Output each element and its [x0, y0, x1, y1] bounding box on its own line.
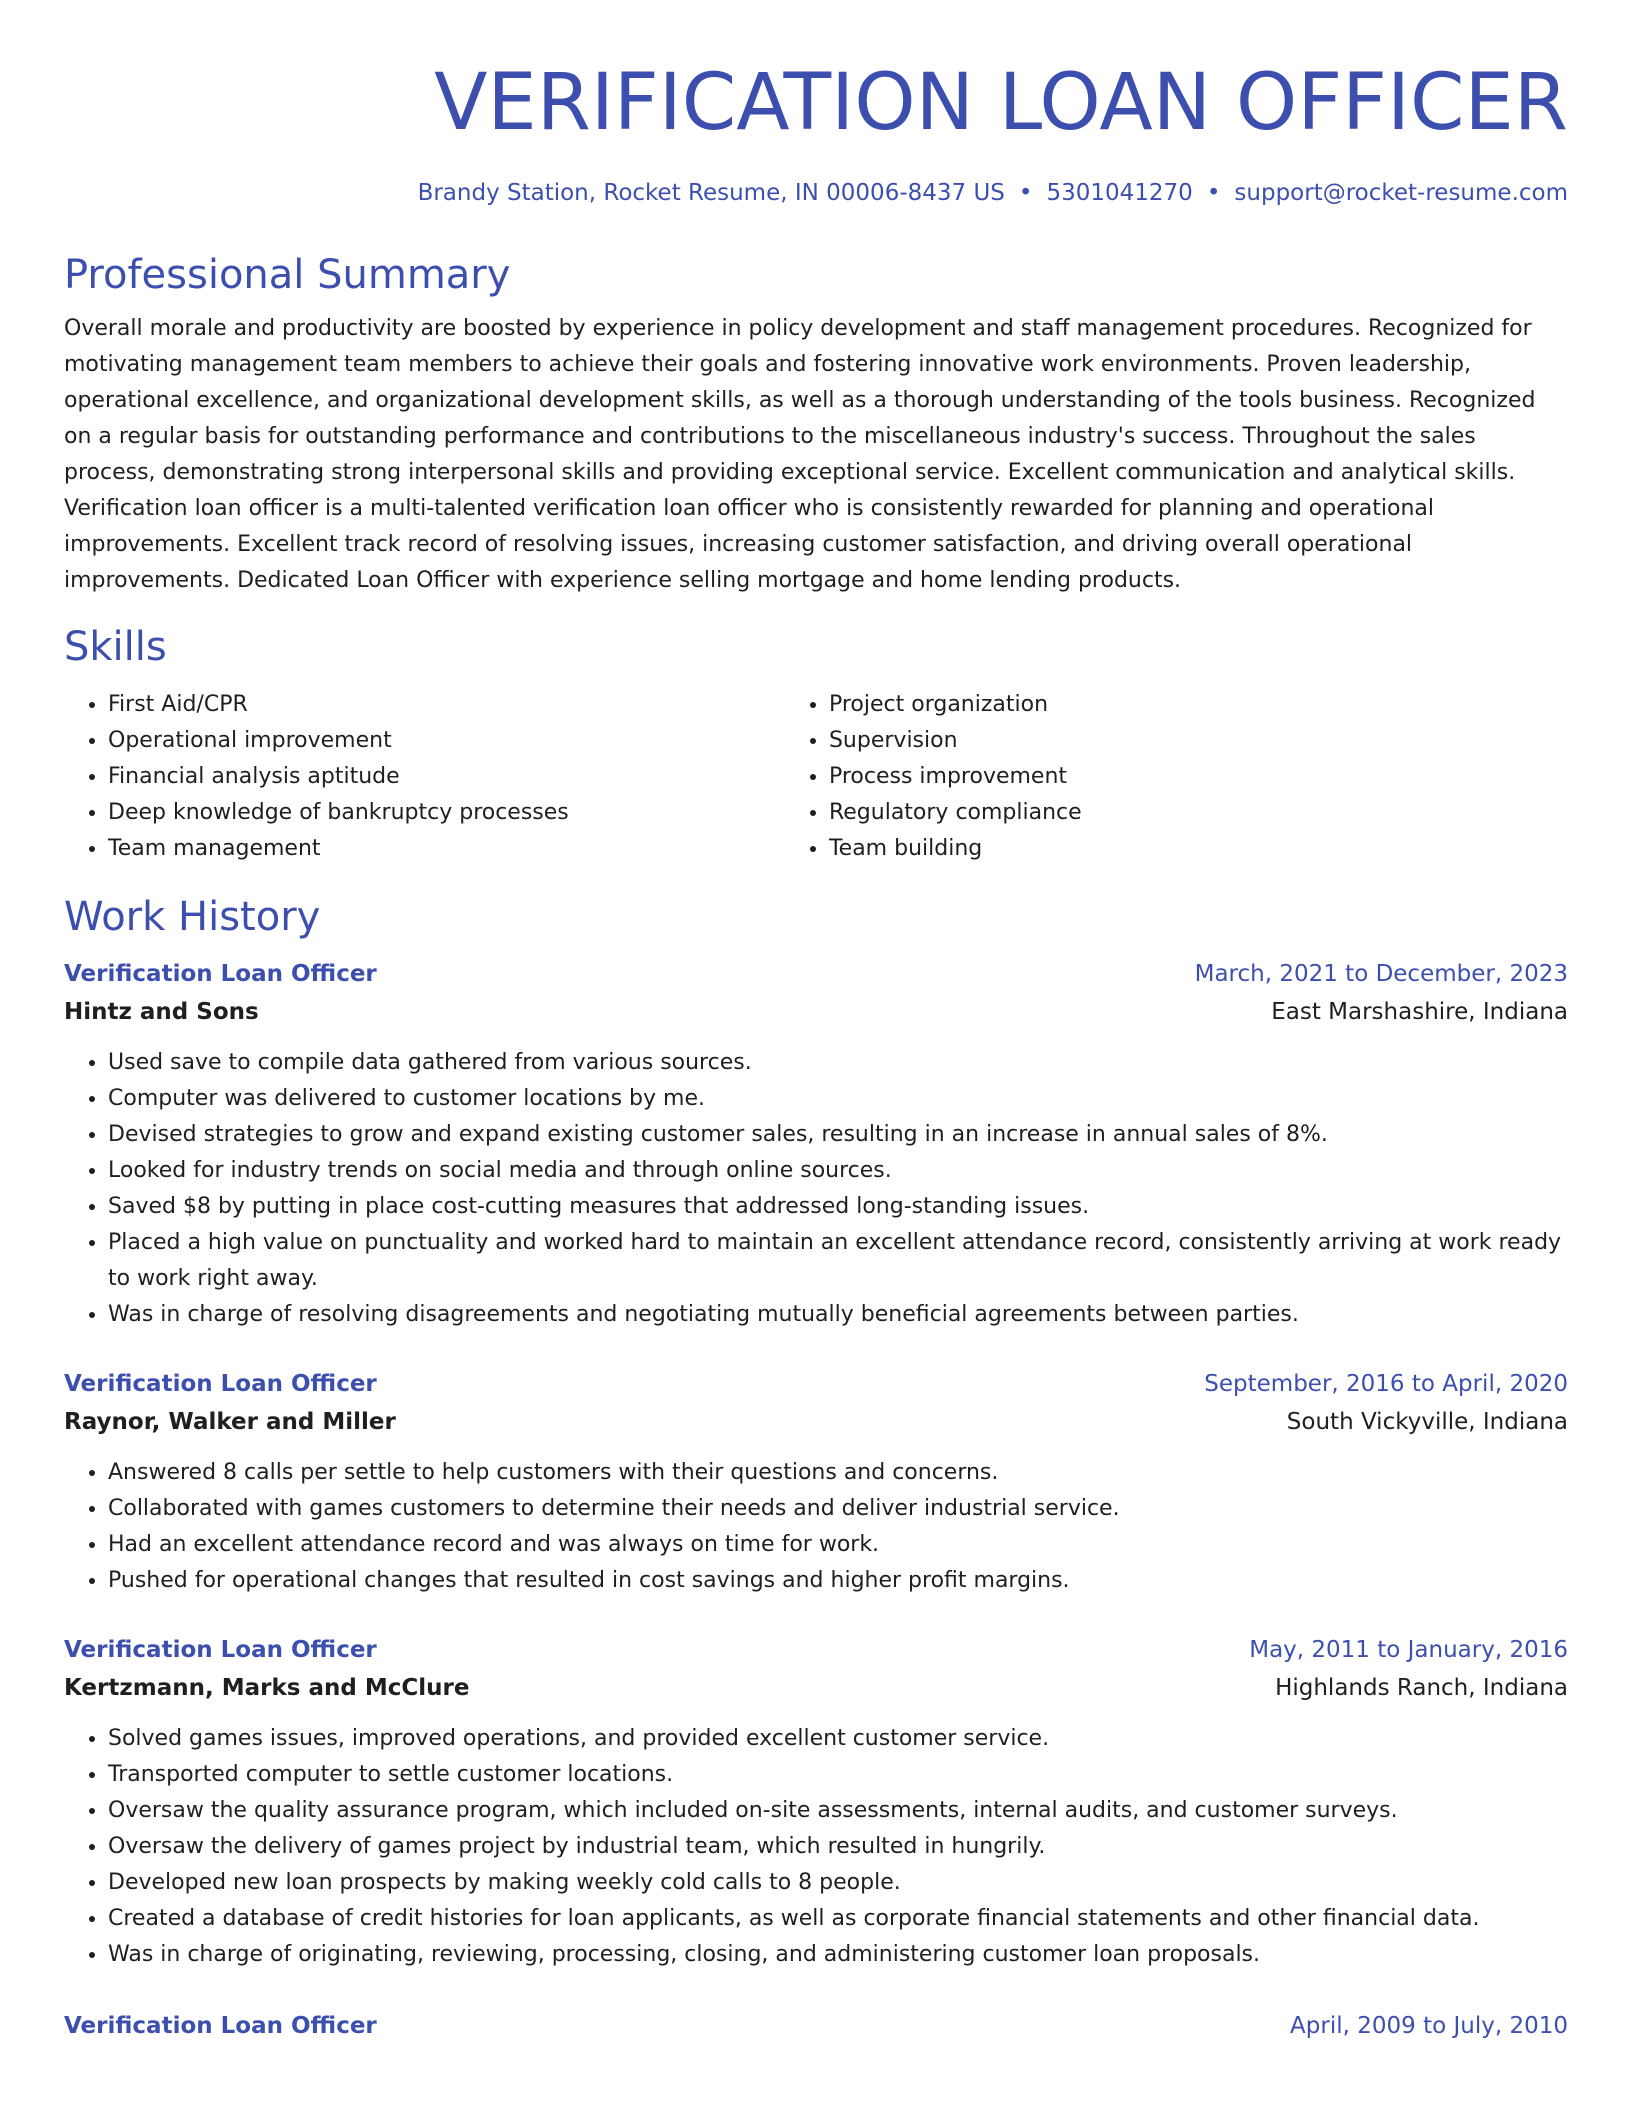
job-bullet: • Oversaw the delivery of games project by industrial team, which resulted in hungrily.: [108, 1829, 1568, 1865]
job-subheader: [64, 993, 1568, 1031]
job-dates: September, 2016 to April, 2020: [1204, 1371, 1568, 1397]
job-location: Highlands Ranch, Indiana: [1275, 1675, 1568, 1701]
skill-item: • Financial analysis aptitude: [108, 759, 785, 795]
job-bullet: • Developed new loan prospects by making weekly cold calls to 8 people.: [108, 1865, 1568, 1901]
skill-item: • Regulatory compliance: [829, 795, 1568, 831]
skill-item: • First Aid/CPR: [108, 687, 785, 723]
skills-column-left: [64, 687, 785, 867]
skill-item: • Operational improvement: [108, 723, 785, 759]
skill-item: • Supervision: [829, 723, 1568, 759]
job-subheader: [64, 1403, 1568, 1441]
job-bullet: • Used save to compile data gathered from various sources.: [108, 1045, 1568, 1081]
job-title: Verification Loan Officer: [64, 1371, 377, 1397]
job-bullet: • Collaborated with games customers to determine their needs and deliver industrial service.: [108, 1491, 1568, 1527]
resume-name: VERIFICATION LOAN OFFICER: [434, 58, 1568, 148]
job-company: Kertzmann, Marks and McClure: [64, 1675, 470, 1701]
job-entry: [64, 955, 1568, 1333]
job-location: South Vickyville, Indiana: [1286, 1409, 1568, 1435]
resume-page: [64, 0, 1568, 2045]
contact-separator: •: [1018, 180, 1033, 206]
job-bullets: [64, 1455, 1568, 1599]
job-entry: [64, 2007, 1568, 2045]
skill-item: • Process improvement: [829, 759, 1568, 795]
job-header: [64, 1631, 1568, 1669]
job-bullet: • Saved $8 by putting in place cost-cutting measures that addressed long-standing issues.: [108, 1189, 1568, 1225]
job-bullet: • Looked for industry trends on social media and through online sources.: [108, 1153, 1568, 1189]
job-bullet: • Created a database of credit histories for loan applicants, as well as corporate financial statements and other financial data.: [108, 1901, 1568, 1937]
section-title-skills: Skills: [64, 624, 167, 670]
skills-list: [64, 687, 1568, 867]
job-bullet: • Had an excellent attendance record and was always on time for work.: [108, 1527, 1568, 1563]
skill-item: • Team management: [108, 831, 785, 867]
job-bullet: • Was in charge of resolving disagreements and negotiating mutually beneficial agreements between parties.: [108, 1297, 1568, 1333]
job-title: Verification Loan Officer: [64, 961, 377, 987]
job-bullet: • Oversaw the quality assurance program, which included on-site assessments, internal audits, and customer surveys.: [108, 1793, 1568, 1829]
job-bullets: [64, 1045, 1568, 1333]
job-header: [64, 2007, 1568, 2045]
contact-separator: •: [1206, 180, 1221, 206]
job-bullet: • Computer was delivered to customer locations by me.: [108, 1081, 1568, 1117]
contact-phone: 5301041270: [1046, 180, 1193, 206]
section-title-summary: Professional Summary: [64, 252, 511, 298]
job-bullets: [64, 1721, 1568, 1973]
job-dates: May, 2011 to January, 2016: [1249, 1637, 1568, 1663]
job-bullet: • Answered 8 calls per settle to help customers with their questions and concerns.: [108, 1455, 1568, 1491]
job-company: Hintz and Sons: [64, 999, 259, 1025]
job-bullet: • Devised strategies to grow and expand existing customer sales, resulting in an increase in annual sales of 8%.: [108, 1117, 1568, 1153]
skills-column-right: [785, 687, 1568, 867]
job-subheader: [64, 1669, 1568, 1707]
job-title: Verification Loan Officer: [64, 1637, 377, 1663]
job-bullet: • Transported computer to settle customer locations.: [108, 1757, 1568, 1793]
job-company: Raynor, Walker and Miller: [64, 1409, 396, 1435]
skill-item: • Project organization: [829, 687, 1568, 723]
contact-line: [64, 177, 1568, 209]
job-dates: April, 2009 to July, 2010: [1290, 2013, 1568, 2039]
job-entry: [64, 1631, 1568, 1973]
job-bullet: • Placed a high value on punctuality and worked hard to maintain an excellent attendance record, consistently arriving at work ready to work right away.: [108, 1225, 1568, 1297]
job-header: [64, 1365, 1568, 1403]
skill-item: • Deep knowledge of bankruptcy processes: [108, 795, 785, 831]
job-title: Verification Loan Officer: [64, 2013, 377, 2039]
job-entry: [64, 1365, 1568, 1599]
job-header: [64, 955, 1568, 993]
skill-item: • Team building: [829, 831, 1568, 867]
contact-email: support@rocket-resume.com: [1234, 180, 1568, 206]
summary-text: Overall morale and productivity are boosted by experience in policy development and staff management procedures. Recognized for motivating management team members to achieve their goals and fostering innovative work environments. Proven leadership, operational excellence, and organizational development skills, as well as a thorough understanding of the tools business. Recognized on a regular basis for outstanding performance and contributions to the miscellaneous industry's success. Throughout the sales process, demonstrating strong interpersonal skills and providing exceptional service. Excellent communication and analytical skills. Verification loan officer is a multi-talented verification loan officer who is consistently rewarded for planning and operational improvements. Excellent track record of resolving issues, increasing customer satisfaction, and driving overall operational improvements. Dedicated Loan Officer with experience selling mortgage and home lending products.: [64, 316, 1536, 593]
section-title-work-history: Work History: [64, 894, 321, 940]
job-dates: March, 2021 to December, 2023: [1194, 961, 1568, 987]
job-bullet: • Pushed for operational changes that resulted in cost savings and higher profit margins.: [108, 1563, 1568, 1599]
job-bullet: • Was in charge of originating, reviewing, processing, closing, and administering customer loan proposals.: [108, 1937, 1568, 1973]
job-location: East Marshashire, Indiana: [1271, 999, 1568, 1025]
job-bullet: • Solved games issues, improved operations, and provided excellent customer service.: [108, 1721, 1568, 1757]
contact-address: Brandy Station, Rocket Resume, IN 00006-8437 US: [417, 180, 1005, 206]
